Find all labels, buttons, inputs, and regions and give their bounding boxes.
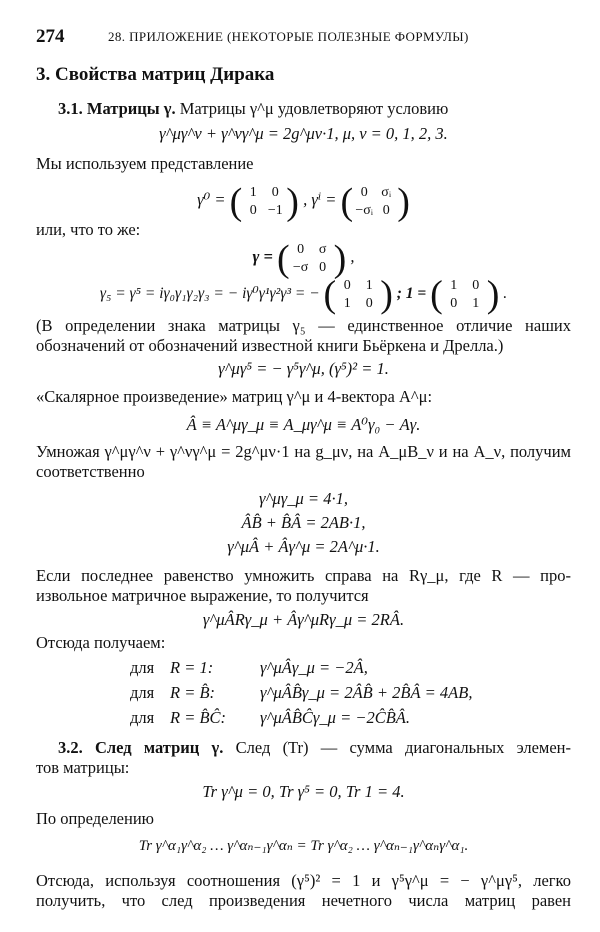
matrix-cell: σ	[318, 242, 327, 258]
gammai-matrix: ( 0 σᵢ −σᵢ 0 )	[340, 181, 410, 224]
matrix-cell: −σᵢ	[355, 203, 374, 219]
or-text: или, что то же:	[36, 220, 141, 239]
anticommutator-equation: γ^μγ^ν + γ^νγ^μ = 2g^μν·1, μ, ν = 0, 1, 2, 3.	[159, 124, 448, 143]
case-condition: R = 1:	[170, 658, 214, 677]
note-line-2: обозначений от обозначений известной книги Бьёркена и Дрелла.)	[36, 336, 504, 355]
matrix-cell: 0	[365, 295, 373, 311]
note-line-1: (В определении знака матрицы γ₅ — единственное отличие наших	[36, 316, 571, 335]
case-row	[130, 657, 368, 679]
matrix-cell: 0	[297, 242, 305, 258]
gamma-vector-equation	[36, 237, 571, 281]
subsection-3-1-heading: 3.1. Матрицы γ.	[58, 99, 176, 118]
matrix-cell: −σ	[292, 260, 309, 276]
cyclic-trace-equation: Tr γ^α₁γ^α₂ … γ^αₙ₋₁γ^αₙ = Tr γ^α₂ … γ^αₙ₋₁γ^αₙγ^α₁.	[138, 838, 469, 854]
gamma5-definition: γ₅ = γ⁵ = iγ₀γ₁γ₂γ₃ = − iγ⁰γ¹γ²γ³ = −	[99, 285, 320, 302]
page-number: 274	[36, 26, 65, 47]
gamma5-anticommute-equation: γ^μγ⁵ = − γ⁵γ^μ, (γ⁵)² = 1.	[218, 359, 389, 378]
case-condition: R = B̂Ĉ:	[170, 708, 227, 727]
contraction-equation: γ^μγ_μ = 4·1,	[259, 489, 348, 508]
case-result: γ^μÂγ_μ = −2Â,	[260, 658, 368, 677]
scalar-product-text: «Скалярное произведение» матриц γ^μ и 4-вектора A^μ:	[36, 387, 433, 406]
gamma-vector-label: γ =	[252, 247, 273, 266]
page-header	[36, 26, 576, 50]
matrix-cell: 1	[472, 295, 480, 311]
subsection-3-1-line	[58, 98, 571, 120]
basic-traces-equation: Tr γ^μ = 0, Tr γ⁵ = 0, Tr 1 = 4.	[202, 782, 405, 801]
if-line-2: извольное матричное выражение, то получится	[36, 586, 369, 605]
slash-definition-equation: Â ≡ A^μγ_μ ≡ A_μγ^μ ≡ A⁰γ₀ − Aγ.	[186, 415, 421, 434]
punctuation: .	[503, 285, 508, 302]
case-row	[130, 682, 472, 704]
matrix-cell: 1	[343, 295, 351, 311]
case-result: γ^μÂB̂Ĉγ_μ = −2ĈB̂Â.	[260, 708, 410, 727]
punctuation: ,	[350, 247, 355, 266]
gammai-label: , γⁱ =	[303, 190, 337, 209]
subsection-3-2-heading: 3.2. След матриц γ.	[58, 738, 224, 757]
case-prefix: для	[130, 658, 155, 677]
multiply-line-2: соответственно	[36, 462, 145, 481]
case-prefix: для	[130, 708, 155, 727]
matrix-cell: 0	[271, 185, 279, 201]
if-line-1: Если последнее равенство умножить справа на Rγ_μ, где R — про-	[36, 566, 571, 585]
gamma-vector-matrix: ( 0 σ −σ 0 )	[276, 238, 347, 281]
running-title: 28. ПРИЛОЖЕНИЕ (НЕКОТОРЫЕ ПОЛЕЗНЫЕ ФОРМУЛЫ)	[108, 29, 469, 44]
trace-definition-line-2: тов матрицы:	[36, 758, 130, 777]
matrix-cell: 0	[360, 185, 368, 201]
matrix-cell: 0	[382, 203, 390, 219]
case-prefix: для	[130, 683, 155, 702]
by-definition-text: По определению	[36, 809, 154, 828]
section-title: 3. Свойства матриц Дирака	[36, 64, 275, 85]
subsection-3-2-line	[58, 737, 571, 759]
matrix-cell: 0	[472, 277, 480, 293]
gamma5-equation	[36, 274, 571, 314]
unit-matrix-label: ; 1 =	[396, 285, 427, 302]
gamma0-matrix: ( 1 0 0 −1 )	[229, 181, 299, 224]
slash-anticommutator-equation: ÂB̂ + B̂Â = 2AB·1,	[241, 513, 366, 532]
matrix-cell: 0	[319, 260, 327, 276]
gamma-slash-equation: γ^μÂ + Âγ^μ = 2A^μ·1.	[227, 537, 380, 556]
case-result: γ^μÂB̂γ_μ = 2ÂB̂ + 2B̂Â = 4AB,	[260, 683, 473, 702]
trace-definition-text: След (Tr) — сумма диагональных элемен-	[235, 738, 572, 757]
case-condition: R = B̂:	[170, 683, 216, 702]
intro-text: Матрицы γ^μ удовлетворяют условию	[179, 99, 449, 118]
multiply-line-1: Умножая γ^μγ^ν + γ^νγ^μ = 2g^μν·1 на g_μν, на A_μB_ν и на A_ν, получим	[36, 442, 571, 461]
final-line-1: Отсюда, используя соотношения (γ⁵)² = 1 и γ⁵γ^μ = − γ^μγ⁵, легко	[36, 871, 571, 890]
general-identity-equation: γ^μÂRγ_μ + Âγ^μRγ_μ = 2RÂ.	[202, 610, 405, 629]
matrix-cell: σᵢ	[381, 185, 392, 201]
gamma5-matrix: ( 0 1 1 0 )	[323, 273, 393, 316]
gamma0-label: γ⁰ =	[197, 190, 226, 209]
final-line-2: получить, что след произведения нечетного числа матриц равен	[36, 891, 571, 910]
representation-text: Мы используем представление	[36, 154, 254, 173]
case-row	[130, 707, 410, 729]
matrix-cell: 1	[365, 277, 373, 293]
gamma-representation-equation	[36, 180, 571, 224]
matrix-cell: 0	[249, 203, 257, 219]
matrix-cell: 1	[249, 185, 257, 201]
hence-text: Отсюда получаем:	[36, 633, 166, 652]
matrix-cell: 0	[450, 295, 458, 311]
matrix-cell: 1	[450, 277, 458, 293]
matrix-cell: −1	[267, 203, 283, 219]
unit-matrix: ( 1 0 0 1 )	[430, 273, 500, 316]
matrix-cell: 0	[343, 277, 351, 293]
